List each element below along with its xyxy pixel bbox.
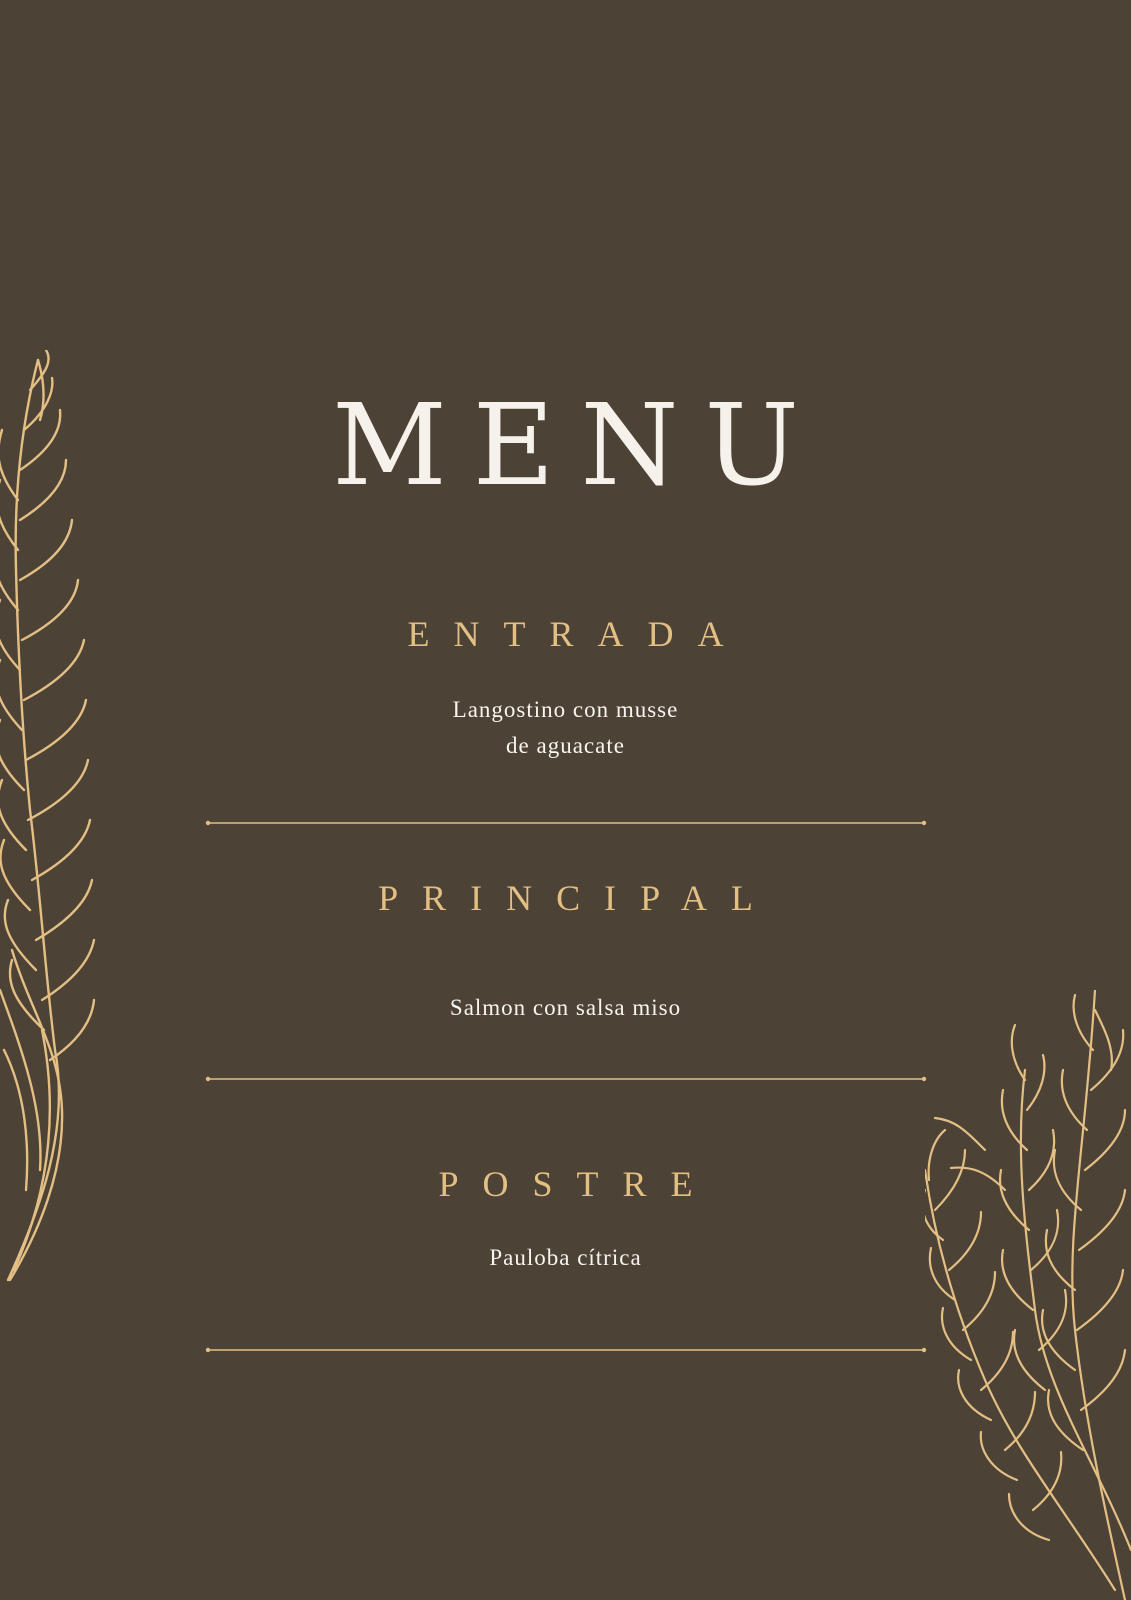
divider-2 xyxy=(205,1075,927,1083)
section-heading-postre: POSTRE xyxy=(438,1164,717,1204)
section-heading-entrada: ENTRADA xyxy=(407,614,748,654)
right-rosemary-sprig-icon xyxy=(925,990,1131,1600)
divider-3 xyxy=(205,1346,927,1354)
dish-entrada: Langostino con musse de aguacate xyxy=(452,697,679,758)
divider-1 xyxy=(205,819,927,827)
dish-principal: Salmon con salsa miso xyxy=(449,995,682,1020)
dish-postre: Pauloba cítrica xyxy=(489,1245,642,1270)
section-heading-principal: PRINCIPAL xyxy=(378,878,777,918)
menu-title: MENU xyxy=(332,381,825,511)
